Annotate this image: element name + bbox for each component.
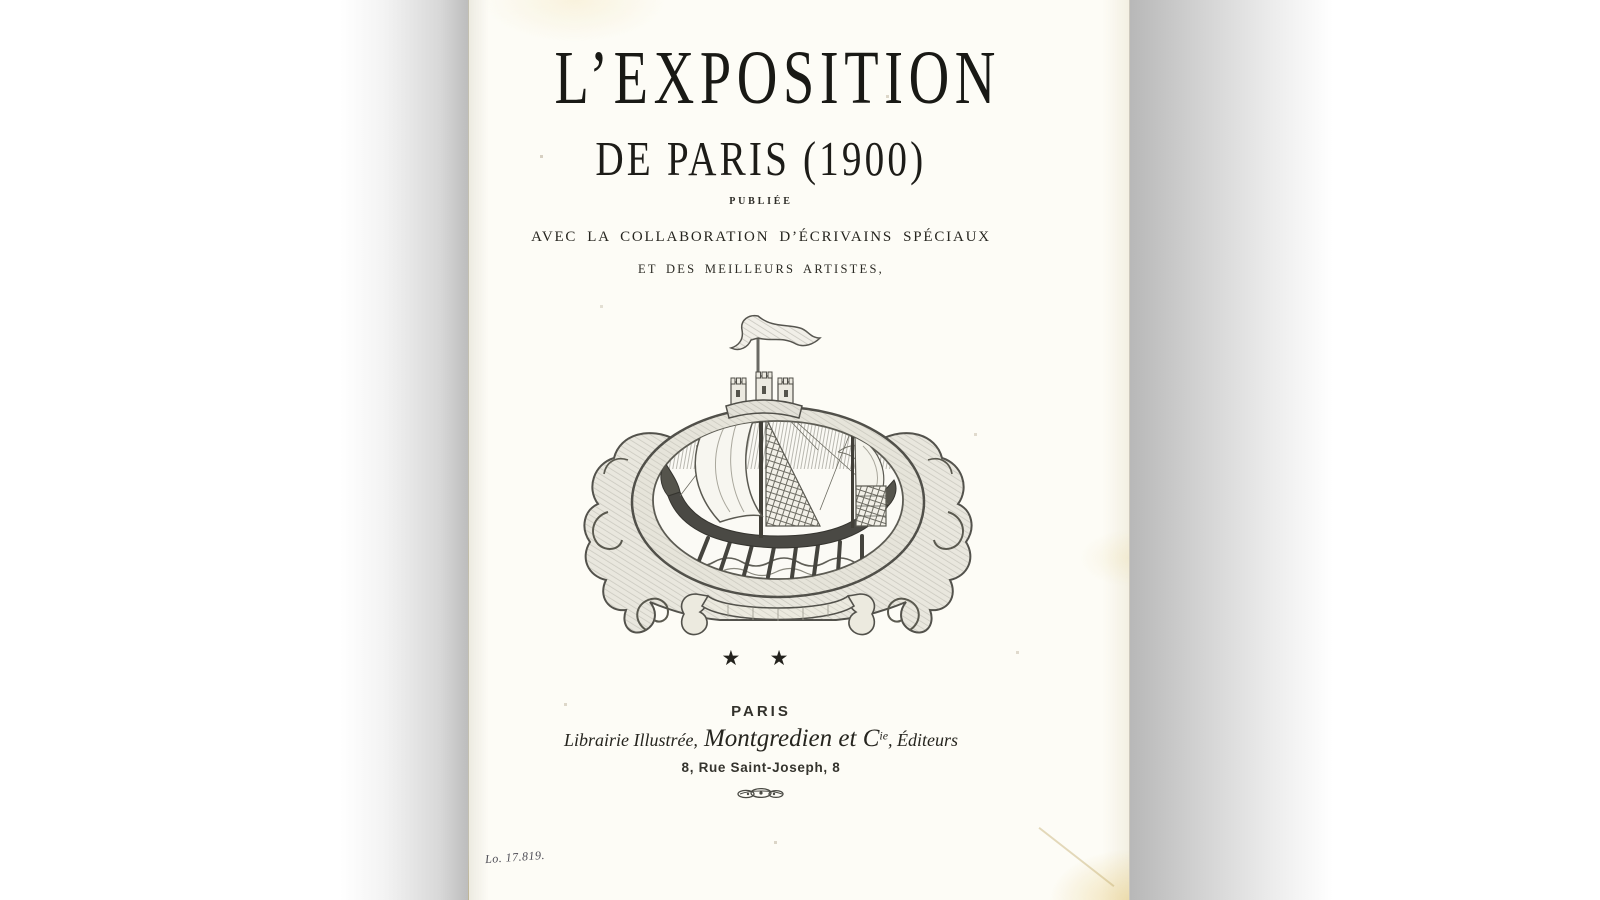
emblem-container (476, 300, 1046, 645)
book-title-line2-text: DE PARIS (1900) (595, 131, 927, 186)
book-title-line2 (476, 131, 1046, 186)
publisher-name: Montgredien et C (703, 725, 880, 752)
scanner-shadow-right (1128, 0, 1333, 900)
mural-crown (726, 316, 820, 418)
publication-note: PUBLIÉE (729, 196, 793, 207)
scanner-shadow-left (340, 0, 468, 900)
book-title-line1 (476, 36, 1046, 120)
title-page-content (476, 0, 1046, 900)
publisher-name-superscript: ie (879, 728, 889, 743)
artists-line: ET DES MEILLEURS ARTISTES, (637, 262, 885, 276)
collaboration-line: AVEC LA COLLABORATION D’ÉCRIVAINS SPÉCIAUX (531, 229, 991, 245)
handwritten-shelfmark: Lo. 17.819. (484, 847, 546, 867)
volume-stars: ★ ★ (721, 646, 801, 670)
book-page (468, 0, 1130, 900)
printer-ornament-icon (736, 786, 786, 800)
paper-crease (1038, 827, 1114, 887)
paris-coat-of-arms-emblem (568, 300, 988, 640)
aft-mast (851, 428, 854, 528)
imprint-publisher-line (476, 725, 1046, 753)
imprint-city: PARIS (731, 703, 791, 720)
paper-speckles (469, 0, 470, 1)
printer-ornament-container (476, 786, 1046, 805)
imprint-address: 8, Rue Saint-Joseph, 8 (681, 760, 841, 775)
publisher-suffix: , Éditeurs (888, 730, 959, 750)
publisher-prefix: Librairie Illustrée, (563, 730, 698, 750)
book-title-line1-text: L’EXPOSITION (554, 36, 1002, 120)
